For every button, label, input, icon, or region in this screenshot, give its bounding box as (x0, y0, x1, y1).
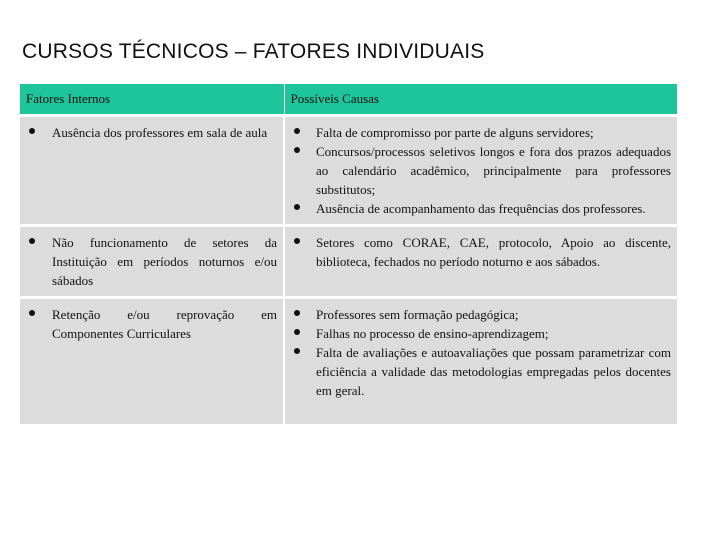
header-possible-causes: Possíveis Causas (284, 84, 677, 116)
list-item: Setores como CORAE, CAE, protocolo, Apoio ao discente, biblioteca, fechados no período noturno e aos sábados. (291, 233, 671, 271)
table-header-row (20, 84, 677, 116)
list-item: Falta de avaliações e autoavaliações que possam parametrizar com eficiência a validade das metodologias empregadas pelos docentes em geral. (291, 343, 671, 400)
causes-cell (284, 298, 677, 425)
bullet-icon (294, 310, 300, 316)
bullet-icon (294, 147, 300, 153)
causes-cell (284, 116, 677, 226)
internal-factor-cell (20, 226, 284, 298)
bullet-icon (294, 128, 300, 134)
list-item: Concursos/processos seletivos longos e fora dos prazos adequados ao calendário acadêmico, principalmente para professores substitutos; (291, 142, 671, 199)
bullet-icon (294, 348, 300, 354)
table-row (20, 226, 677, 298)
list-item: Não funcionamento de setores da Instituição em períodos noturnos e/ou sábados (26, 233, 277, 290)
list-item: Falta de compromisso por parte de alguns servidores; (291, 123, 671, 142)
bullet-icon (294, 329, 300, 335)
factors-table (20, 84, 677, 424)
bullet-icon (29, 238, 35, 244)
list-item: Falhas no processo de ensino-aprendizagem; (291, 324, 671, 343)
list-item: Professores sem formação pedagógica; (291, 305, 671, 324)
list-item: Ausência dos professores em sala de aula (26, 123, 277, 142)
page-title: CURSOS TÉCNICOS – FATORES INDIVIDUAIS (22, 40, 485, 63)
internal-factor-cell (20, 298, 284, 425)
table-row (20, 298, 677, 425)
table-row (20, 116, 677, 226)
list-item: Ausência de acompanhamento das frequências dos professores. (291, 199, 671, 218)
bullet-icon (29, 310, 35, 316)
internal-factor-cell (20, 116, 284, 226)
bullet-icon (294, 238, 300, 244)
bullet-icon (294, 204, 300, 210)
header-internal-factors: Fatores Internos (20, 84, 284, 116)
causes-cell (284, 226, 677, 298)
list-item: Retenção e/ou reprovação em Componentes Curriculares (26, 305, 277, 343)
bullet-icon (29, 128, 35, 134)
